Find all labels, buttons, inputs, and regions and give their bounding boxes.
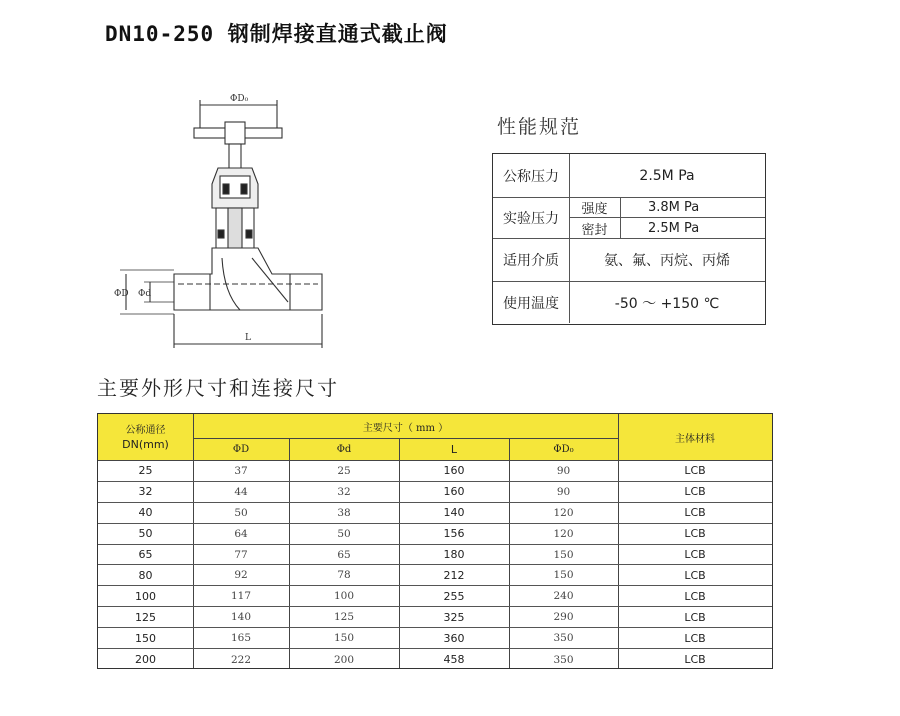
cell-mat: LCB bbox=[684, 589, 706, 603]
cell-dn: 80 bbox=[138, 568, 153, 582]
cell-D0: 120 bbox=[553, 527, 574, 540]
header-main: 主要尺寸（ mm ） bbox=[362, 422, 449, 434]
dimensions-title: 主要外形尺寸和连接尺寸 bbox=[97, 376, 339, 400]
cell-D: 92 bbox=[234, 569, 248, 582]
cell-mat: LCB bbox=[684, 464, 706, 478]
cell-mat: LCB bbox=[684, 506, 706, 520]
table-row bbox=[98, 649, 772, 670]
spec-row-temp bbox=[493, 282, 765, 323]
cell-d: 200 bbox=[333, 653, 355, 666]
spec-sub-label: 密封 bbox=[569, 218, 621, 238]
spec-value: -50 ～ +150 ℃ bbox=[614, 295, 720, 312]
valve-drawing bbox=[112, 88, 337, 350]
table-row bbox=[98, 566, 772, 587]
cell-D: 165 bbox=[230, 632, 252, 645]
table-row bbox=[98, 482, 772, 503]
table-row bbox=[98, 545, 772, 566]
table-row bbox=[98, 586, 772, 607]
spec-value: 氨、氟、丙烷、丙烯 bbox=[604, 253, 730, 269]
cell-d: 78 bbox=[337, 569, 351, 582]
cell-mat: LCB bbox=[684, 610, 706, 624]
cell-dn: 32 bbox=[138, 485, 153, 499]
header-material: 主体材料 bbox=[675, 433, 715, 445]
cell-L: 255 bbox=[443, 589, 465, 603]
cell-D0: 350 bbox=[553, 632, 574, 645]
cell-dn: 150 bbox=[135, 631, 156, 645]
cell-L: 140 bbox=[443, 506, 465, 520]
cell-L: 160 bbox=[443, 485, 465, 499]
cell-L: 156 bbox=[443, 527, 465, 541]
cell-dn: 65 bbox=[138, 548, 153, 562]
cell-D0: 120 bbox=[553, 506, 574, 519]
table-row bbox=[98, 607, 772, 628]
header-col-L: L bbox=[450, 442, 458, 456]
cell-d: 125 bbox=[333, 611, 355, 624]
spec-label: 使用温度 bbox=[493, 282, 570, 323]
spec-row-nominal bbox=[493, 154, 765, 198]
spec-label: 实验压力 bbox=[493, 198, 570, 238]
table-row bbox=[98, 628, 772, 649]
cell-D: 222 bbox=[230, 653, 252, 666]
cell-dn: 40 bbox=[138, 506, 153, 520]
table-row bbox=[98, 524, 772, 545]
cell-D0: 90 bbox=[556, 485, 571, 498]
cell-mat: LCB bbox=[684, 485, 706, 499]
header-dn-line1: 公称通径 bbox=[125, 424, 166, 436]
cell-mat: LCB bbox=[684, 568, 706, 582]
spec-sub-seal bbox=[569, 218, 765, 238]
spec-sub-strength bbox=[569, 198, 765, 218]
page-title: DN10-250 钢制焊接直通式截止阀 bbox=[105, 22, 448, 46]
cell-L: 212 bbox=[443, 568, 465, 582]
cell-dn: 100 bbox=[135, 589, 156, 603]
header-col-D0: ΦD₀ bbox=[553, 443, 574, 455]
header-col-d: Φd bbox=[336, 443, 352, 455]
table-row bbox=[98, 461, 772, 482]
header-dn-line2: DN(mm) bbox=[122, 437, 169, 451]
cell-mat: LCB bbox=[684, 653, 706, 667]
cell-d: 65 bbox=[337, 548, 351, 561]
cell-D: 50 bbox=[234, 506, 248, 519]
cell-dn: 25 bbox=[138, 464, 153, 478]
cell-dn: 50 bbox=[138, 527, 153, 541]
table-row bbox=[98, 503, 772, 524]
cell-D: 44 bbox=[234, 485, 248, 498]
cell-D0: 240 bbox=[553, 590, 574, 603]
dimensions-table bbox=[97, 413, 773, 669]
cell-D0: 150 bbox=[553, 569, 574, 582]
cell-D: 117 bbox=[230, 590, 252, 603]
cell-mat: LCB bbox=[684, 527, 706, 541]
spec-sub-value: 3.8M Pa bbox=[648, 200, 700, 215]
spec-row-test bbox=[493, 198, 765, 239]
cell-D: 64 bbox=[234, 527, 248, 540]
spec-title: 性能规范 bbox=[497, 116, 582, 138]
cell-D: 77 bbox=[234, 548, 248, 561]
spec-label: 适用介质 bbox=[493, 239, 570, 281]
cell-d: 32 bbox=[337, 485, 351, 498]
spec-sub-label: 强度 bbox=[569, 198, 621, 217]
cell-D: 37 bbox=[234, 464, 248, 477]
cell-D0: 290 bbox=[553, 611, 574, 624]
label-d: Φd bbox=[138, 289, 152, 299]
label-D0: ΦD₀ bbox=[230, 94, 249, 104]
spec-table bbox=[492, 153, 766, 325]
cell-L: 325 bbox=[443, 610, 465, 624]
cell-D0: 150 bbox=[553, 548, 574, 561]
cell-L: 160 bbox=[443, 464, 465, 478]
cell-d: 150 bbox=[333, 632, 355, 645]
cell-d: 25 bbox=[337, 464, 351, 477]
cell-L: 180 bbox=[443, 548, 465, 562]
cell-D: 140 bbox=[230, 611, 252, 624]
table-header bbox=[98, 414, 772, 461]
spec-label: 公称压力 bbox=[493, 154, 570, 197]
spec-value: 2.5M Pa bbox=[639, 167, 695, 184]
cell-D0: 350 bbox=[553, 653, 574, 666]
cell-L: 360 bbox=[443, 631, 465, 645]
cell-d: 50 bbox=[337, 527, 351, 540]
cell-D0: 90 bbox=[556, 464, 571, 477]
cell-mat: LCB bbox=[684, 548, 706, 562]
cell-dn: 125 bbox=[135, 610, 156, 624]
cell-d: 100 bbox=[333, 590, 355, 603]
label-D: ΦD bbox=[114, 289, 129, 299]
cell-d: 38 bbox=[337, 506, 351, 519]
label-L: L bbox=[245, 333, 251, 343]
header-col-D: ΦD bbox=[232, 443, 250, 455]
cell-dn: 200 bbox=[135, 653, 156, 667]
spec-row-medium bbox=[493, 239, 765, 282]
spec-sub-value: 2.5M Pa bbox=[648, 220, 700, 236]
cell-L: 458 bbox=[443, 653, 465, 667]
cell-mat: LCB bbox=[684, 631, 706, 645]
